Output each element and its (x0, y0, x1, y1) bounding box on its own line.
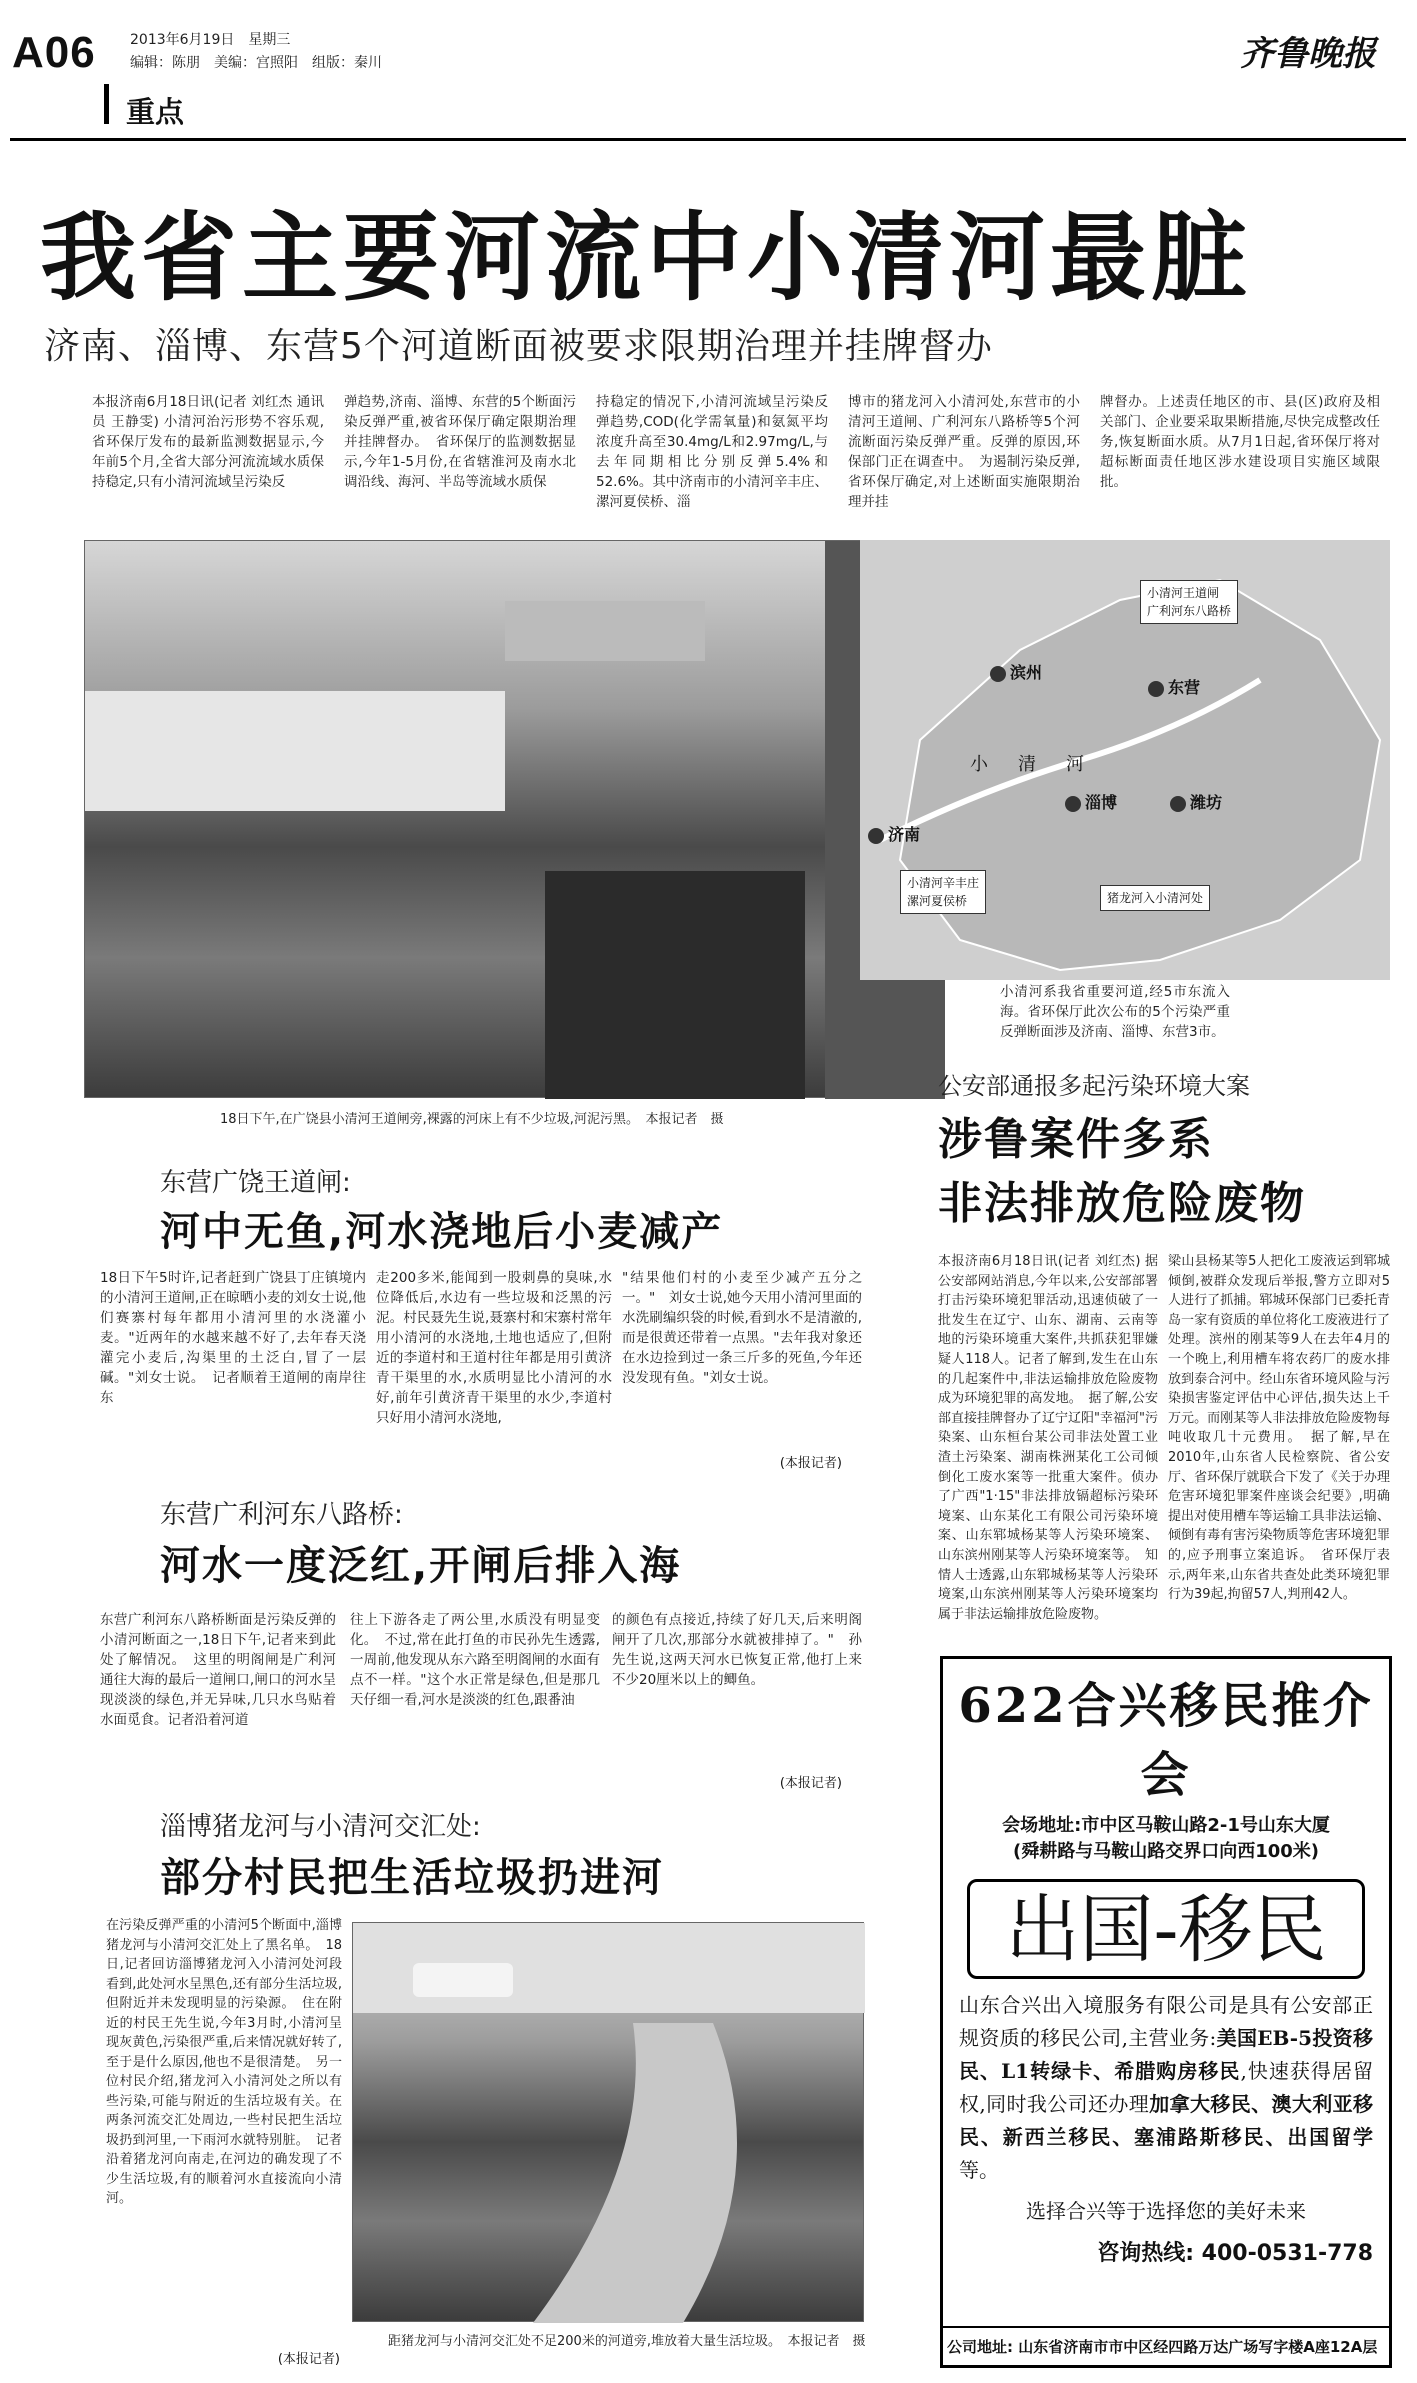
advertisement (940, 1656, 1392, 2368)
story4-headline-line2: 非法排放危险废物 (938, 1178, 1306, 1229)
map-illustration (860, 540, 1390, 980)
story1-col-3: "结果他们村的小麦至少减产五分之一。" 刘女士说,她今天用小清河里面的水洗刷编织袋的时候,看到水不是清澈的,而是很黄还带着一点黑。"去年我对象还在水边捡到过一条三斤多的死鱼,今年还没发现有鱼。"刘女士说。 (622, 1270, 863, 1386)
boat (545, 871, 805, 1099)
story3-credit: (本报记者) (277, 2352, 340, 2367)
sub-headline: 济南、淄博、东营5个河道断面被要求限期治理并挂牌督办 (44, 326, 993, 367)
ad-body-highlight: 美国EB-5投资移民、L1转绿卡、希腊购房移民 (959, 2026, 1373, 2083)
map-label-ne: 小清河王道闸 广利河东八路桥 (1140, 580, 1238, 624)
date-line: 2013年6月19日 星期三 (130, 32, 291, 48)
city-name: 东营 (1168, 678, 1201, 697)
story2-col-1: 东营广利河东八路桥断面是污染反弹的小清河断面之一,18日下午,记者来到此处了解情况。 这里的明阁闸是广利河通往大海的最后一道闸口,闸口的河水呈现淡淡的绿色,并无异味,几只水鸟贴着水面觅食。记者沿着河道 (100, 1612, 336, 1728)
dam-structure (505, 601, 705, 661)
city-dot-icon (1148, 681, 1164, 697)
river-water (533, 2023, 737, 2323)
city-name: 济南 (888, 825, 921, 844)
section-label: 重点 (126, 95, 185, 129)
ad-body (943, 1979, 1389, 2187)
ad-slogan: 选择合兴等于选择您的美好未来 (1026, 2199, 1306, 2223)
ad-venue: 会场地址:市中区马鞍山路2-1号山东大厦 (1002, 1815, 1330, 1836)
page-number: A06 (12, 28, 96, 77)
story3-kicker: 淄博猪龙河与小清河交汇处: (160, 1812, 481, 1842)
ad-emigration-banner: 出国-移民 (967, 1879, 1365, 1979)
lead-col-4: 博市的猪龙河入小清河处,东营市的小清河王道闸、广利河东八路桥等5个河流断面污染反弹严重。反弹的原因,环保部门正在调查中。 为遏制污染反弹,省环保厅确定,对上述断面实施限期治理并挂 (848, 394, 1080, 510)
lead-col-3: 持稳定的情况下,小清河流域呈污染反弹趋势,COD(化学需氧量)和氨氮平均浓度升高至30.4mg/L和2.97mg/L,与去年同期相比分别反弹5.4%和52.6%。其中济南市的小清河辛丰庄、漯河夏侯桥、淄 (596, 394, 828, 510)
story2-col-3: 的颜色有点接近,持续了好几天,后来明阁闸开了几次,那部分水就被排掉了。" 孙先生说,这两天河水已恢复正常,他打上来不少20厘米以上的鲫鱼。 (612, 1612, 862, 1688)
ad-body-text: 山东合兴出入境服务有限公司是具有公安部正规资质的移民公司,主营业务: (959, 1993, 1373, 2050)
map-caption: 小清河系我省重要河道,经5市东流入海。省环保厅此次公布的5个污染严重反弹断面涉及济南、淄博、东营3市。 (1000, 984, 1230, 1040)
story2-kicker: 东营广利河东八路桥: (160, 1500, 403, 1530)
story2-credit: (本报记者) (779, 1776, 842, 1791)
story2-headline: 河水一度泛红,开闸后排入海 (160, 1543, 682, 1589)
map-city-weifang (1170, 790, 1222, 813)
city-name: 潍坊 (1190, 793, 1223, 812)
photo1-caption: 18日下午,在广饶县小清河王道闸旁,裸露的河床上有不少垃圾,河泥污黑。 本报记者 摄 (220, 1112, 724, 1127)
map-panel (860, 540, 1390, 980)
section-bar (104, 84, 109, 124)
story4-headline-line1: 涉鲁案件多系 (938, 1114, 1214, 1165)
photo-river-illustration (353, 1923, 865, 2323)
water-surface (85, 691, 505, 811)
story1-col-2: 走200多米,能闻到一股刺鼻的臭味,水位降低后,水边有一些垃圾和泛黑的污泥。村民聂先生说,聂寨村和宋寨村常年用小清河的水浇地,土地也适应了,但附近的李道村和王道村往年都是用引黄济青干渠里的水,水质明显比小清河的水好,前年引黄济青干渠里的水少,李道村只好用小清河水浇地, (376, 1270, 612, 1426)
staff-line: 编辑：陈朋 美编：宫照阳 组版：秦川 (130, 55, 382, 71)
story4-kicker: 公安部通报多起污染环境大案 (938, 1072, 1250, 1100)
ad-body-text: ,快速获得居留权,同时我公司还办理 (959, 2059, 1374, 2116)
story1-headline: 河中无鱼,河水浇地后小麦减产 (160, 1209, 724, 1255)
story1-credit: (本报记者) (779, 1456, 842, 1471)
parked-van (413, 1963, 513, 1997)
map-city-dongying (1148, 675, 1200, 698)
news-photo-river (352, 1922, 864, 2322)
story3-headline: 部分村民把生活垃圾扔进河 (160, 1855, 664, 1901)
ad-hotline: 咨询热线: 400-0531-778 (1097, 2241, 1373, 2266)
ad-body-text: 等。 (959, 2158, 999, 2182)
lead-col-5: 牌督办。上述责任地区的市、县(区)政府及相关部门、企业要采取果断措施,尽快完成整改任务,恢复断面水质。从7月1日起,省环保厅将对超标断面责任地区涉水建设项目实施区域限批。 (1100, 394, 1380, 490)
main-headline: 我省主要河流中小清河最脏 (40, 202, 1252, 314)
lead-col-1: 本报济南6月18日讯(记者 刘红杰 通讯员 王静雯) 小清河治污形势不容乐观,省环保厅发布的最新监测数据显示,今年前5个月,全省大部分河流流域水质保持稳定,只有小清河流域呈污染反 (92, 394, 324, 490)
map-label-se: 猪龙河入小清河处 (1100, 885, 1210, 911)
news-photo-dam (84, 540, 944, 1098)
ad-address: 公司地址: 山东省济南市市中区经四路万达广场写字楼A座12A层 (943, 2326, 1389, 2365)
photo2-caption: 距猪龙河与小清河交汇处不足200米的河道旁,堆放着大量生活垃圾。 本报记者 摄 (388, 2334, 866, 2349)
story4-col-2: 梁山县杨某等5人把化工废液运到郓城倾倒,被群众发现后举报,警方立即对5人进行了抓捕。郓城环保部门已委托青岛一家有资质的单位将化工废液进行了处理。滨州的刚某等9人在去年4月的一个晚上,利用槽车将农药厂的废水排放到泰合河中。经山东省环境风险与污染损害鉴定评估中心评估,损失达上千万元。而刚某等人非法排放危险废物每吨收取几十元费用。 据了解,早在2010年,山东省人民检察院、省公安厅、省环保厅就联合下发了《关于办理危害环境犯罪案件座谈会纪要》,明确提出对使用槽车等运输工具非法运输、倾倒有毒有害污染物质等危害环境犯罪的,应予刑事立案追诉。 省环保厅表示,两年来,山东省共查处此类环境犯罪行为39起,拘留57人,判刑42人。 (1168, 1254, 1390, 1603)
ad-title: 622合兴移民推介会 (958, 1678, 1374, 1803)
story1-col-1: 18日下午5时许,记者赶到广饶县丁庄镇境内的小清河王道闸,正在晾晒小麦的刘女士说,他们赛寨村每年都用小清河里的水浇灌小麦。"近两年的水越来越不好了,去年春天浇灌完小麦后,沟渠里的土泛白,冒了一层碱。"刘女士说。 记者顺着王道闸的南岸往东 (100, 1270, 366, 1406)
header-rule (10, 138, 1406, 141)
ad-venue-note: (舜耕路与马鞍山路交界口向西100米) (1012, 1841, 1320, 1862)
masthead-logo: 齐鲁晚报 (1240, 34, 1376, 74)
story3-body: 在污染反弹严重的小清河5个断面中,淄博猪龙河与小清河交汇处上了黑名单。 18日,记者回访淄博猪龙河入小清河处河段看到,此处河水呈黑色,还有部分生活垃圾,但附近并未发现明显的污染源。 住在附近的村民王先生说,今年3月时,小清河呈现灰黄色,污染很严重,后来情况就好转了,至于是什么原因,他也不是很清楚。 另一位村民介绍,猪龙河入小清河处之所以有些污染,可能与附近的生活垃圾有关。在两条河流交汇处周边,一些村民把生活垃圾扔到河里,一下雨河水就特别脏。 记者沿着猪龙河向南走,在河边的确发现了不少生活垃圾,有的顺着河水直接流向小清河。 (106, 1918, 342, 2206)
story4-col-1: 本报济南6月18日讯(记者 刘红杰) 据公安部网站消息,今年以来,公安部部署打击污染环境犯罪活动,迅速侦破了一批发生在辽宁、山东、湖南、云南等地的污染环境重大案件,共抓获犯罪嫌疑人118人。记者了解到,发生在山东的几起案件中,非法运输排放危险废物成为环境犯罪的高发地。 据了解,公安部直接挂牌督办了辽宁辽阳"幸福河"污染案、山东桓台某公司非法处置工业渣土污染案、湖南株洲某化工公司倾倒化工废水案等一批重大案件。侦办了广西"1·15"非法排放镉超标污染环境案、山东某化工有限公司污染环境案、山东郓城杨某等人污染环境案、山东滨州刚某等人污染环境案等。 知情人士透露,山东郓城杨某等人污染环境案,山东滨州刚某等人污染环境案均属于非法运输排放危险废物。 (938, 1254, 1158, 1622)
map-river-label: 小 清 河 (970, 754, 1090, 775)
photo-dam-illustration (85, 541, 945, 1099)
ad-body-highlight: 加拿大移民、澳大利亚移民、新西兰移民、塞浦路斯移民、出国留学 (959, 2092, 1374, 2149)
map-label-sw: 小清河辛丰庄 漯河夏侯桥 (900, 870, 986, 914)
city-dot-icon (990, 666, 1006, 682)
map-city-zibo (1065, 790, 1117, 813)
city-dot-icon (1065, 796, 1081, 812)
lead-col-2: 弹趋势,济南、淄博、东营的5个断面污染反弹严重,被省环保厅确定限期治理并挂牌督办。 省环保厅的监测数据显示,今年1-5月份,在省辖淮河及南水北调沿线、海河、半岛等流域水质保 (344, 394, 576, 490)
story1-kicker: 东营广饶王道闸: (160, 1168, 351, 1198)
map-city-jinan (868, 822, 920, 845)
city-name: 滨州 (1010, 663, 1043, 682)
map-city-binzhou (990, 660, 1042, 683)
city-dot-icon (868, 828, 884, 844)
story2-col-2: 往上下游各走了两公里,水质没有明显变化。 不过,常在此打鱼的市民孙先生透露,一周前,他发现从东六路至明阁闸的水面有点不一样。"这个水正常是绿色,但是那几天仔细一看,河水是淡淡的红色,跟番油 (350, 1612, 600, 1708)
city-dot-icon (1170, 796, 1186, 812)
city-name: 淄博 (1085, 793, 1118, 812)
